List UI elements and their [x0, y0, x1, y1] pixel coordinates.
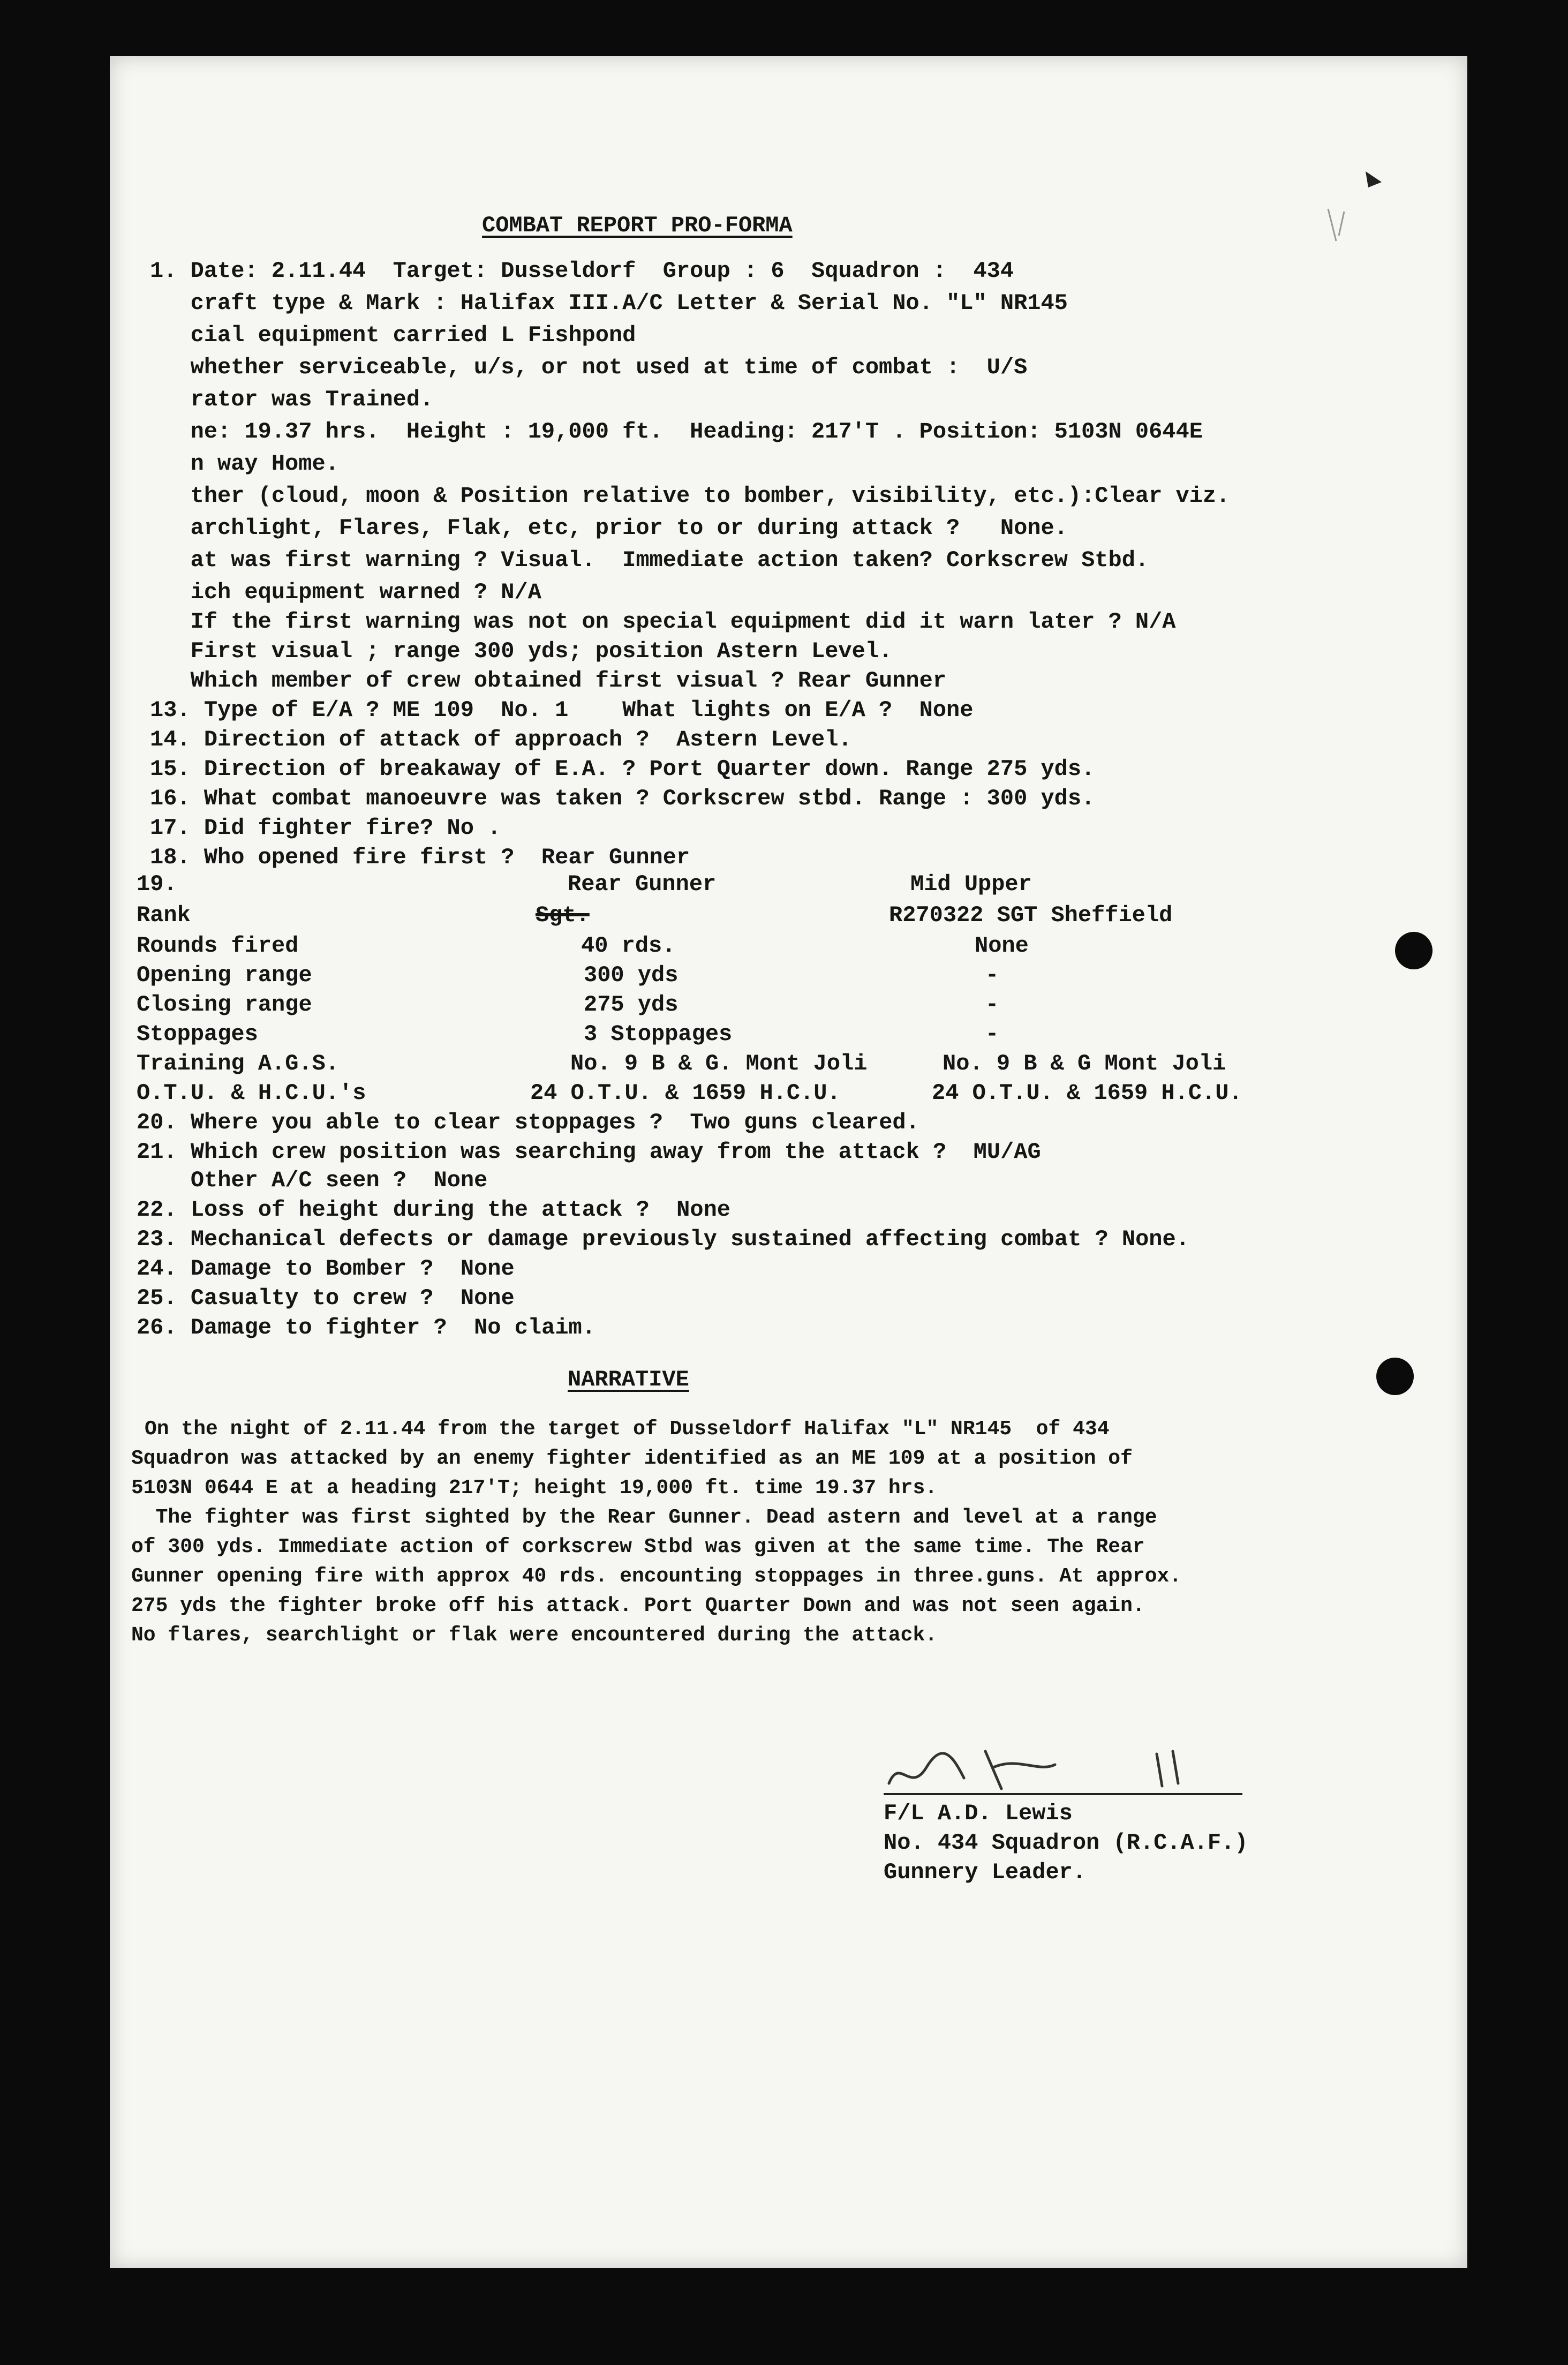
item-16: 14. Direction of attack of approach ? Astern Level.: [150, 727, 852, 752]
table-label-closing: Closing range: [137, 992, 312, 1018]
item-after-3: Other A/C seen ? None: [137, 1168, 488, 1193]
table-label-rounds: Rounds fired: [137, 933, 299, 959]
item-after-4: 22. Loss of height during the attack ? None: [137, 1197, 730, 1223]
narrative-line-5: of 300 yds. Immediate action of corkscrew Stbd was given at the same time. The Rear: [131, 1535, 1145, 1558]
table-rear-opening: 300 yds: [584, 962, 679, 988]
signature-line: [884, 1793, 1242, 1795]
table-row-number: 19.: [137, 871, 177, 897]
narrative-line-3: 5103N 0644 E at a heading 217'T; height 19,000 ft. time 19.37 hrs.: [131, 1477, 938, 1500]
table-label-opening: Opening range: [137, 962, 312, 988]
item-after-8: 26. Damage to fighter ? No claim.: [137, 1315, 595, 1340]
item-7: n way Home.: [150, 451, 339, 477]
item-18: 16. What combat manoeuvre was taken ? Corkscrew stbd. Range : 300 yds.: [150, 786, 1095, 811]
signature-role: Gunnery Leader.: [884, 1859, 1087, 1885]
item-8: ther (cloud, moon & Position relative to bomber, visibility, etc.):Clear viz.: [150, 483, 1230, 509]
signature-name: F/L A.D. Lewis: [884, 1801, 1073, 1826]
item-10: at was first warning ? Visual. Immediate action taken? Corkscrew Stbd.: [150, 547, 1149, 573]
item-9: archlight, Flares, Flak, etc, prior to or during attack ? None.: [150, 515, 1068, 541]
report-title: COMBAT REPORT PRO-FORMA: [482, 213, 793, 238]
table-mid-training: No. 9 B & G Mont Joli: [943, 1051, 1226, 1076]
item-3: cial equipment carried L Fishpond: [150, 322, 636, 348]
item-after-2: 21. Which crew position was searching away from the attack ? MU/AG: [137, 1139, 1041, 1165]
item-13: First visual ; range 300 yds; position Astern Level.: [150, 638, 893, 664]
table-rear-closing: 275 yds: [584, 992, 679, 1018]
narrative-line-4: The fighter was first sighted by the Rear Gunner. Dead astern and level at a range: [131, 1506, 1157, 1529]
item-14: Which member of crew obtained first visual ? Rear Gunner: [150, 668, 947, 694]
narrative-line-1: On the night of 2.11.44 from the target of Dusseldorf Halifax "L" NR145 of 434: [145, 1418, 1110, 1441]
table-rear-rank: Sgt.: [536, 902, 590, 928]
item-2: craft type & Mark : Halifax III.A/C Letter & Serial No. "L" NR145: [150, 290, 1068, 316]
table-rear-otu: 24 O.T.U. & 1659 H.C.U.: [530, 1080, 841, 1106]
signature-scribble: [878, 1735, 1253, 1799]
table-header-mid: Mid Upper: [910, 871, 1032, 897]
item-after-6: 24. Damage to Bomber ? None: [137, 1256, 515, 1282]
binder-hole-upper: [1395, 932, 1433, 969]
narrative-line-8: No flares, searchlight or flak were encountered during the attack.: [131, 1624, 938, 1647]
table-rear-stoppages: 3 Stoppages: [584, 1021, 733, 1047]
table-mid-opening: -: [985, 962, 999, 988]
item-11: ich equipment warned ? N/A: [150, 579, 541, 605]
signature-unit: No. 434 Squadron (R.C.A.F.): [884, 1830, 1248, 1856]
narrative-line-7: 275 yds the fighter broke off his attack. Port Quarter Down and was not seen again.: [131, 1594, 1145, 1617]
table-mid-rounds: None: [975, 933, 1029, 959]
item-6: ne: 19.37 hrs. Height : 19,000 ft. Heading: 217'T . Position: 5103N 0644E: [150, 419, 1203, 445]
table-label-otu: O.T.U. & H.C.U.'s: [137, 1080, 366, 1106]
table-mid-otu: 24 O.T.U. & 1659 H.C.U.: [932, 1080, 1242, 1106]
item-after-5: 23. Mechanical defects or damage previously sustained affecting combat ? None.: [137, 1226, 1189, 1252]
table-rear-rounds: 40 rds.: [581, 933, 676, 959]
narrative-line-6: Gunner opening fire with approx 40 rds. encounting stoppages in three.guns. At approx.: [131, 1565, 1182, 1588]
item-15: 13. Type of E/A ? ME 109 No. 1 What lights on E/A ? None: [150, 697, 974, 723]
item-after-7: 25. Casualty to crew ? None: [137, 1285, 515, 1311]
item-19: 17. Did fighter fire? No .: [150, 815, 501, 841]
table-mid-stoppages: -: [985, 1021, 999, 1047]
item-1: 1. Date: 2.11.44 Target: Dusseldorf Group : 6 Squadron : 434: [150, 258, 1014, 284]
narrative-title: NARRATIVE: [568, 1367, 689, 1392]
table-mid-closing: -: [985, 992, 999, 1018]
pencil-marks: [1307, 161, 1414, 268]
table-rear-training: No. 9 B & G. Mont Joli: [570, 1051, 868, 1076]
item-20: 18. Who opened fire first ? Rear Gunner: [150, 845, 690, 870]
table-mid-rank: R270322 SGT Sheffield: [889, 902, 1173, 928]
item-after-1: 20. Where you able to clear stoppages ? Two guns cleared.: [137, 1110, 919, 1135]
item-17: 15. Direction of breakaway of E.A. ? Port Quarter down. Range 275 yds.: [150, 756, 1095, 782]
narrative-line-2: Squadron was attacked by an enemy fighter identified as an ME 109 at a position of: [131, 1447, 1133, 1470]
table-header-rear: Rear Gunner: [568, 871, 717, 897]
item-5: rator was Trained.: [150, 387, 434, 412]
item-12: If the first warning was not on special equipment did it warn later ? N/A: [150, 609, 1176, 635]
table-label-rank: Rank: [137, 902, 191, 928]
table-label-stoppages: Stoppages: [137, 1021, 258, 1047]
table-label-training: Training A.G.S.: [137, 1051, 340, 1076]
binder-hole-lower: [1376, 1358, 1414, 1395]
item-4: whether serviceable, u/s, or not used at time of combat : U/S: [150, 355, 1028, 380]
